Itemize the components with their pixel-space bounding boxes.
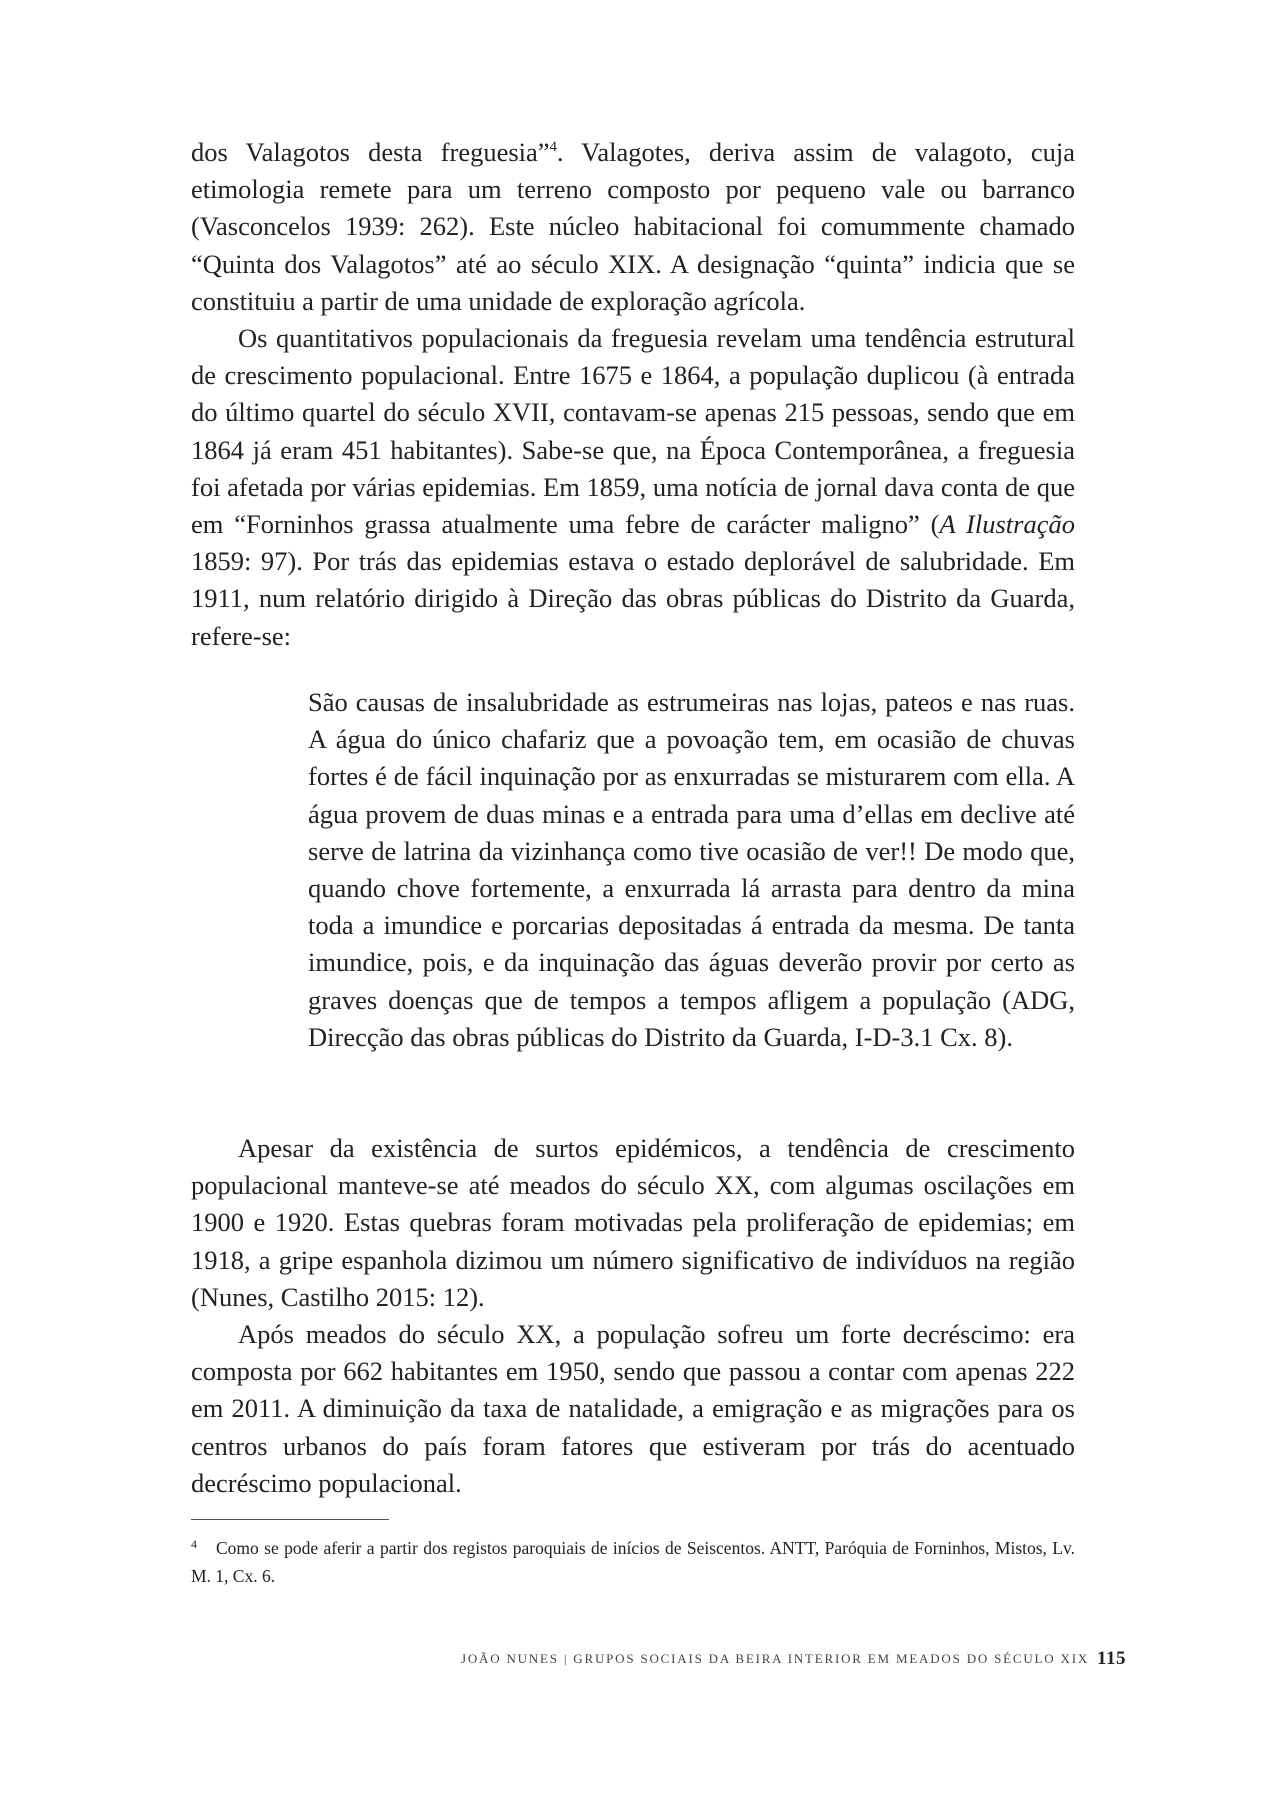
paragraph-2: [191, 320, 1075, 655]
paragraph-3: Apesar da existência de surtos epidémicos, a tendência de crescimento populacional manteve-se até meados do século XX, com algumas oscilações em 1900 e 1920. Estas quebras foram motivadas pela proliferação de epidemias; em 1918, a gripe espanhola dizimou um número significativo de indivíduos na região (Nunes, Castilho 2015: 12).: [191, 1133, 1075, 1312]
page-number: 115: [1097, 1648, 1126, 1669]
paragraph-2-italic-title: A Ilustração: [939, 509, 1075, 540]
paragraph-1-rest: . Valagotes, deriva assim de valagoto, cuja etimologia remete para um terreno composto por pequeno vale ou barranco (Vasconcelos 1939: 262). Este núcleo habitacional foi comummente chamado “Quinta dos Valagotos” até ao século XIX. A designação “quinta” indicia que se constituiu a partir de uma unidade de exploração agrícola.: [191, 137, 1075, 316]
block-quote-text: São causas de insalubridade as estrumeiras nas lojas, pateos e nas ruas. A água do único chafariz que a povoação tem, em ocasião de chuvas fortes é de fácil inquinação por as enxurradas se misturarem com ella. A água provem de duas minas e a entrada para uma d’ellas em declive até serve de latrina da vizinhança como tive ocasião de ver!! De modo que, quando chove fortemente, a enxurrada lá arrasta para dentro da mina toda a imundice e porcarias depositadas á entrada da mesma. De tanta imundice, pois, e da inquinação das águas deverão provir por certo as graves doenças que de tempos a tempos afligem a população (ADG, Direcção das obras públicas do Distrito da Guarda, I-D-3.1 Cx. 8).: [308, 687, 1075, 1052]
paragraph-1-start: dos Valagotos desta freguesia”: [191, 137, 550, 167]
block-quote: [308, 684, 1075, 1056]
paragraph-4: Após meados do século XX, a população sofreu um forte decréscimo: era composta por 662 habitantes em 1950, sendo que passou a contar com apenas 222 em 2011. A diminuição da taxa de natalidade, a emigração e as migrações para os centros urbanos do país foram fatores que estiveram por trás do acentuado decréscimo populacional.: [191, 1319, 1075, 1498]
paragraph-2-rest: 1859: 97). Por trás das epidemias estava o estado deplorável de salubridade. Em 1911, num relatório dirigido à Direção das obras públicas do Distrito da Guarda, refere-se:: [191, 546, 1075, 651]
body-text-bottom: [191, 1130, 1075, 1502]
paragraph-1: [191, 134, 1075, 320]
footnote-divider: [191, 1519, 389, 1520]
body-text-top: [191, 134, 1075, 655]
paragraph-2-start: Os quantitativos populacionais da freguesia revelam uma tendência estrutural de crescimento populacional. Entre 1675 e 1864, a população duplicou (à entrada do último quartel do século XVII, contavam-se apenas 215 pessoas, sendo que em 1864 já eram 451 habitantes). Sabe-se que, na Época Contemporânea, a freguesia foi afetada por várias epidemias. Em 1859, uma notícia de jornal dava conta de que em “Forninhos grassa atualmente uma febre de carácter maligno” (: [191, 323, 1075, 540]
running-head: JOÃO NUNES | GRUPOS SOCIAIS DA BEIRA INTERIOR EM MEADOS DO SÉCULO XIX: [460, 1651, 1090, 1666]
footnote-reference: 4: [549, 139, 557, 156]
footnote: 4 Como se pode aferir a partir dos registos paroquiais de inícios de Seiscentos. ANTT, Paróquia de Forninhos, Mistos, Lv. M. 1, Cx. 6.: [191, 1537, 1075, 1586]
footnote-text: Como se pode aferir a partir dos registos paroquiais de inícios de Seiscentos. ANTT, Paróquia de Forninhos, Mistos, Lv. M. 1, Cx. 6.: [191, 1538, 1075, 1586]
running-footer: [461, 1648, 1126, 1670]
